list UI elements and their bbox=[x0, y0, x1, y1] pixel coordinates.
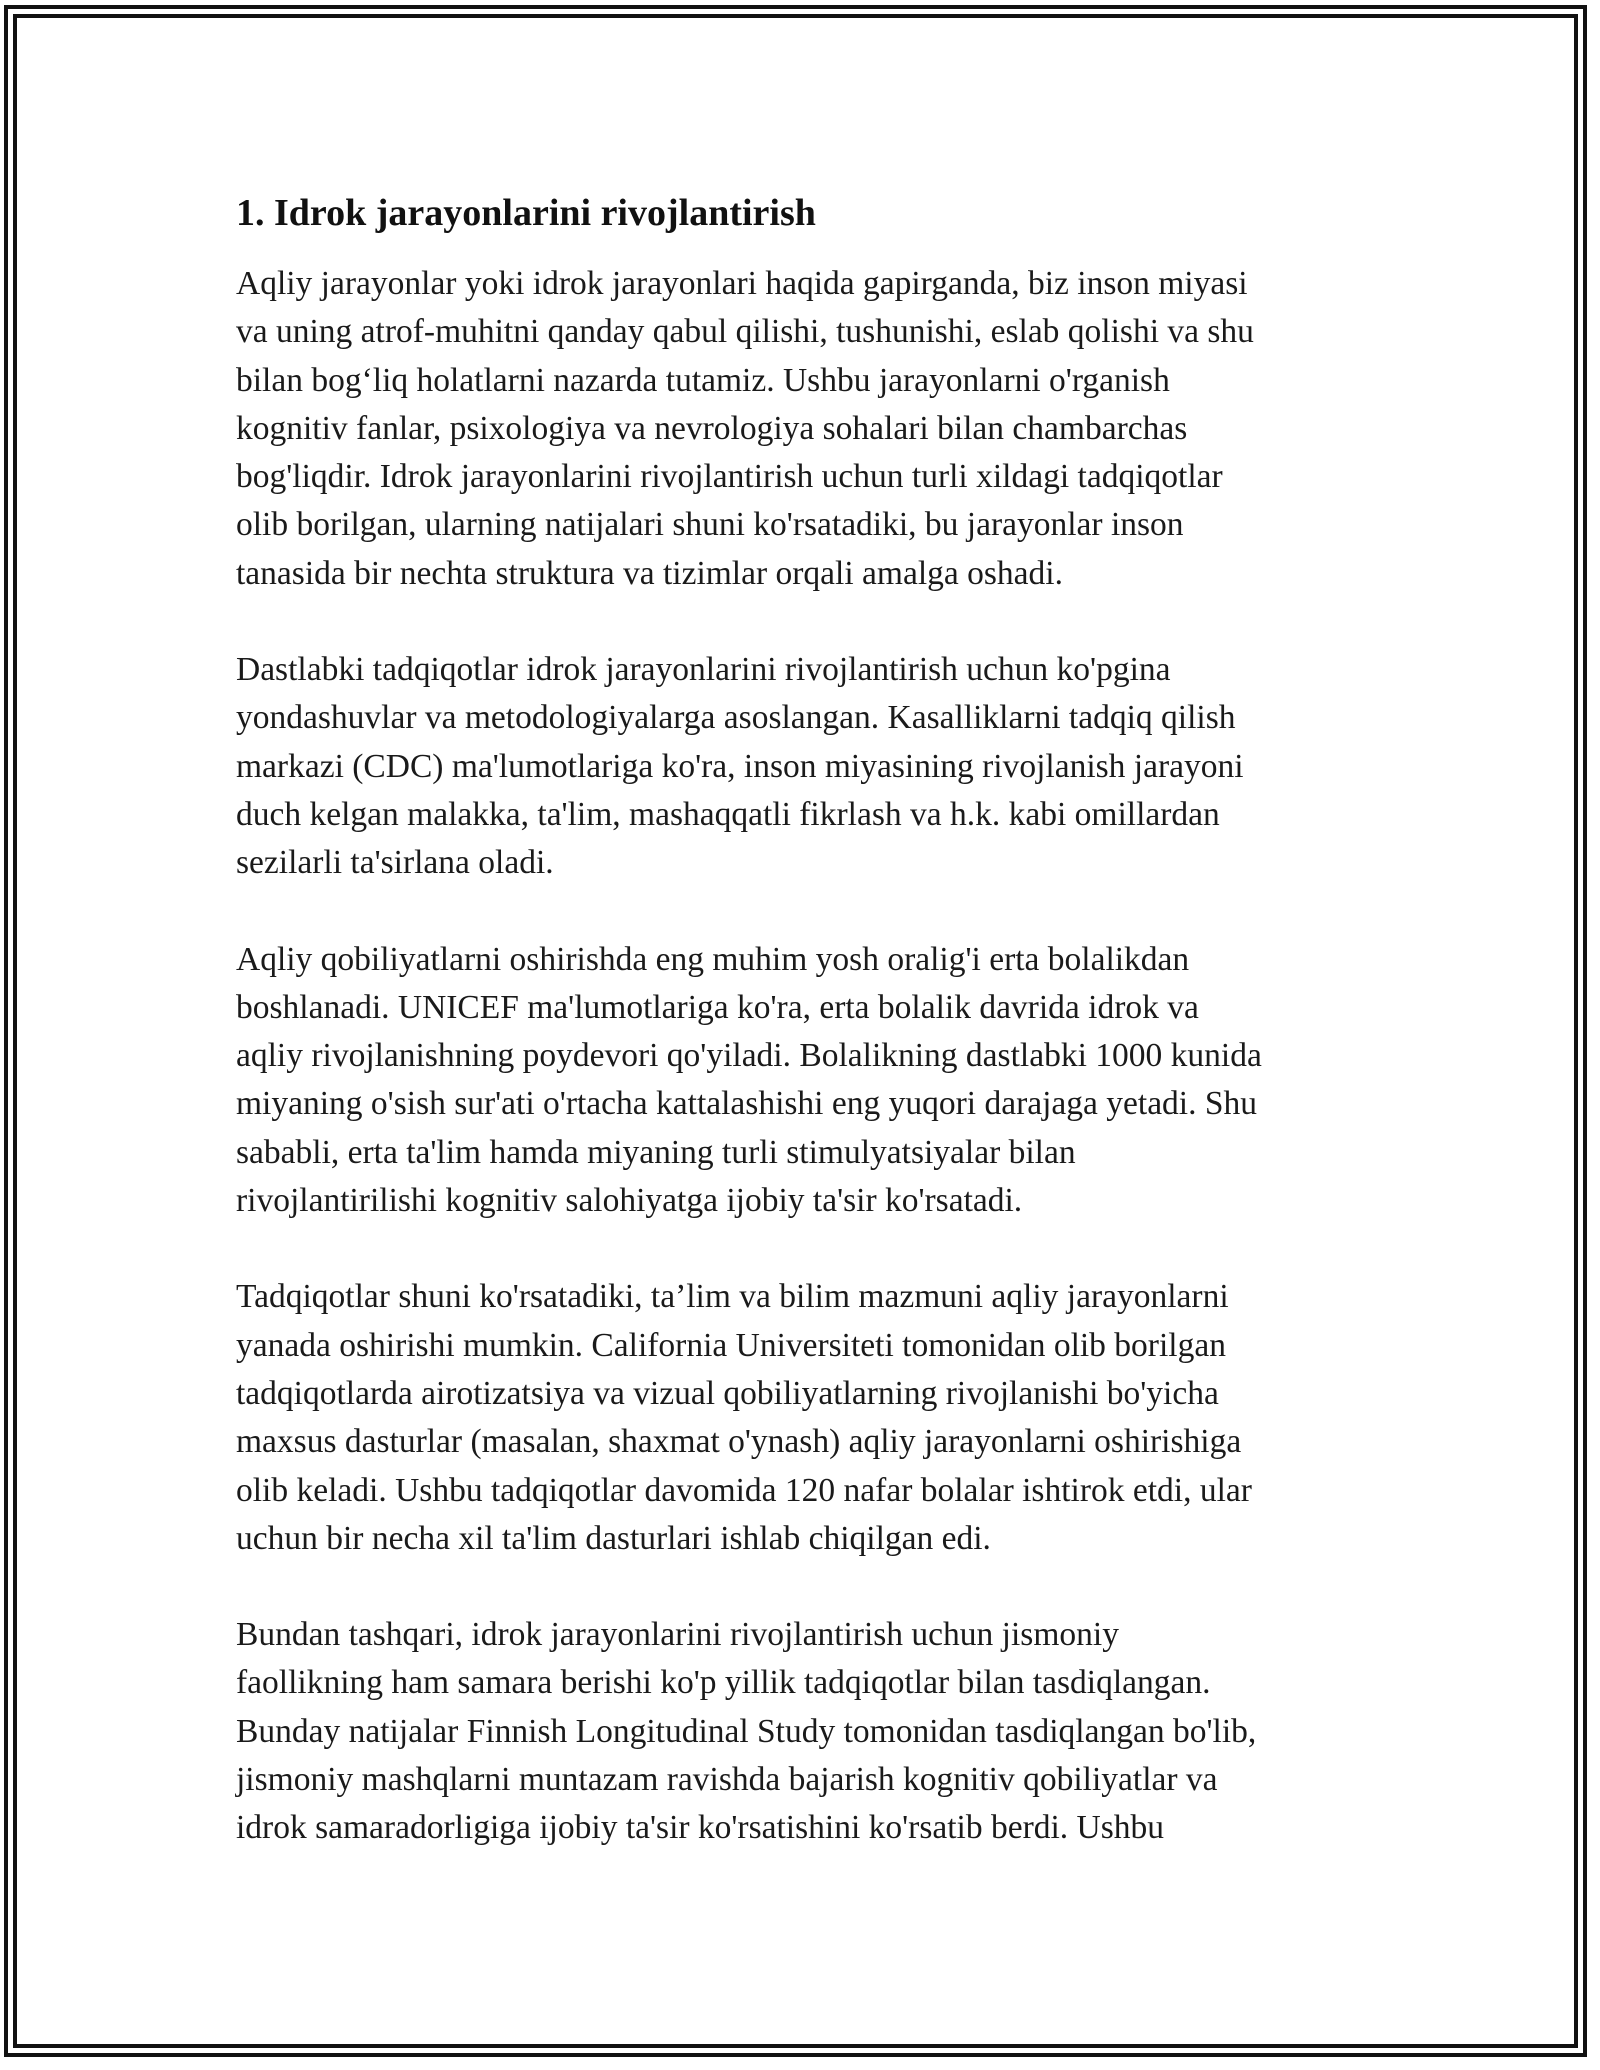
paragraph-2: Dastlabki tadqiqotlar idrok jarayonlarini rivojlantirish uchun ko'pgina yondashuvlar va metodologiyalarga asoslangan. Kasalliklarni tadqiq qilish markazi (CDC) ma'lumotlariga ko'ra, inson miyasining rivojlanish jarayoni duch kelgan malakka, ta'lim, mashaqqatli fikrlash va h.k. kabi omillardan sezilarli ta'sirlana oladi. bbox=[236, 651, 1244, 882]
paragraph-5: Bundan tashqari, idrok jarayonlarini rivojlantirish uchun jismoniy faollikning ham samara berishi ko'p yillik tadqiqotlar bilan tasdiqlangan. Bunday natijalar Finnish Longitudinal Study tomonidan tasdiqlangan bo'lib, jismoniy mashqlarni muntazam ravishda bajarish kognitiv qobiliyatlar va idrok samaradorligiga ijobiy ta'sir ko'rsatishini ko'rsatib berdi. Ushbu bbox=[236, 1616, 1257, 1847]
document-body bbox=[236, 188, 1371, 1901]
section-heading: 1. Idrok jarayonlarini rivojlantirish bbox=[236, 192, 816, 234]
paragraph-1: Aqliy jarayonlar yoki idrok jarayonlari haqida gapirganda, biz inson miyasi va uning atrof-muhitni qanday qabul qilishi, tushunishi, eslab qolishi va shu bilan bog‘liq holatlarni nazarda tutamiz. Ushbu jarayonlarni o'rganish kognitiv fanlar, psixologiya va nevrologiya sohalari bilan chambarchas bog'liqdir. Idrok jarayonlarini rivojlantirish uchun turli xildagi tadqiqotlar olib borilgan, ularning natijalari shuni ko'rsatadiki, bu jarayonlar inson tanasida bir nechta struktura va tizimlar orqali amalga oshadi. bbox=[236, 265, 1254, 592]
paragraph-4: Tadqiqotlar shuni ko'rsatadiki, ta’lim va bilim mazmuni aqliy jarayonlarni yanada oshirishi mumkin. California Universiteti tomonidan olib borilgan tadqiqotlarda airotizatsiya va vizual qobiliyatlarning rivojlanishi bo'yicha maxsus dasturlar (masalan, shaxmat o'ynash) aqliy jarayonlarni oshirishiga olib keladi. Ushbu tadqiqotlar davomida 120 nafar bolalar ishtirok etdi, ular uchun bir necha xil ta'lim dasturlari ishlab chiqilgan edi. bbox=[236, 1278, 1252, 1557]
paragraph-3: Aqliy qobiliyatlarni oshirishda eng muhim yosh oralig'i erta bolalikdan boshlanadi. UNICEF ma'lumotlariga ko'ra, erta bolalik davrida idrok va aqliy rivojlanishning poydevori qo'yiladi. Bolalikning dastlabki 1000 kunida miyaning o'sish sur'ati o'rtacha kattalashishi eng yuqori darajaga yetadi. Shu sababli, erta ta'lim hamda miyaning turli stimulyatsiyalar bilan rivojlantirilishi kognitiv salohiyatga ijobiy ta'sir ko'rsatadi. bbox=[236, 940, 1262, 1220]
